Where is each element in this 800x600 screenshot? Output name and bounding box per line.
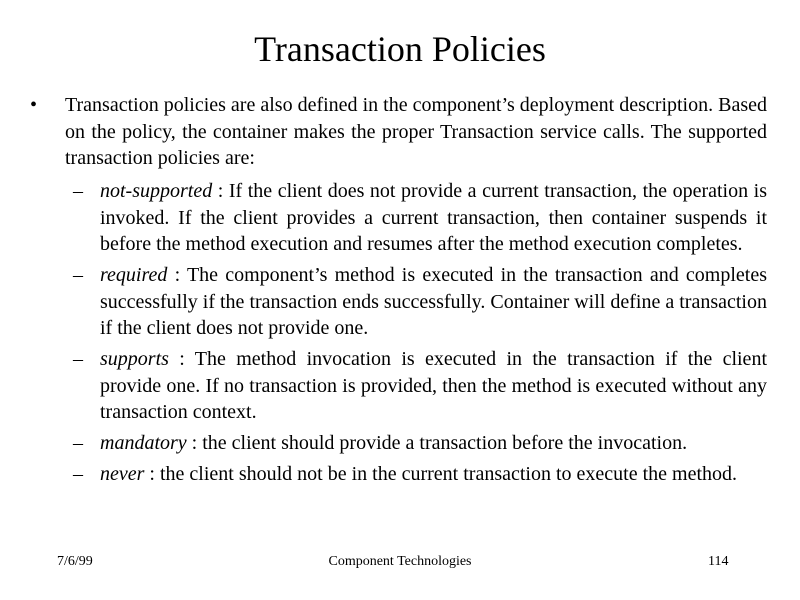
policy-list — [65, 178, 767, 492]
policy-item-never — [65, 461, 767, 488]
policy-term: mandatory — [100, 432, 187, 454]
policy-description: : The method invocation is executed in the transaction if the client provide one. If no transaction is provided, then the method is executed without any transaction context. — [100, 348, 767, 423]
page-number: 114 — [708, 554, 729, 569]
policy-term: required — [100, 264, 168, 286]
slide-title: Transaction Policies — [254, 29, 546, 69]
footer-title: Component Technologies — [328, 554, 472, 569]
footer-date: 7/6/99 — [57, 554, 93, 569]
policy-description: : The component’s method is executed in the transaction and completes successfully if the transaction ends successfully. Container will define a transaction if the client does not provide one. — [100, 264, 767, 339]
policy-term: not-supported — [100, 180, 213, 202]
policy-item-mandatory — [65, 430, 767, 457]
policy-description: : the client should provide a transaction before the invocation. — [186, 432, 688, 454]
dash-marker: – — [73, 432, 83, 454]
policy-term: never — [100, 463, 145, 485]
bullet-marker: • — [30, 94, 38, 116]
policy-description: : If the client does not provide a current transaction, the operation is invoked. If the client provides a current transaction, then container suspends it before the method execution and resumes after the method execution completes. — [100, 180, 767, 255]
dash-marker: – — [73, 180, 83, 202]
dash-marker: – — [73, 264, 83, 286]
dash-marker: – — [73, 348, 83, 370]
policy-item-not-supported — [65, 178, 767, 258]
policy-item-supports — [65, 346, 767, 426]
dash-marker: – — [73, 463, 83, 485]
policy-term: supports — [100, 348, 169, 370]
policy-description: : the client should not be in the current transaction to execute the method. — [144, 463, 738, 485]
policy-item-required — [65, 262, 767, 342]
intro-paragraph: Transaction policies are also defined in the component’s deployment description. Based on the policy, the container makes the proper Transaction service calls. The supported transaction policies are: — [65, 94, 767, 169]
